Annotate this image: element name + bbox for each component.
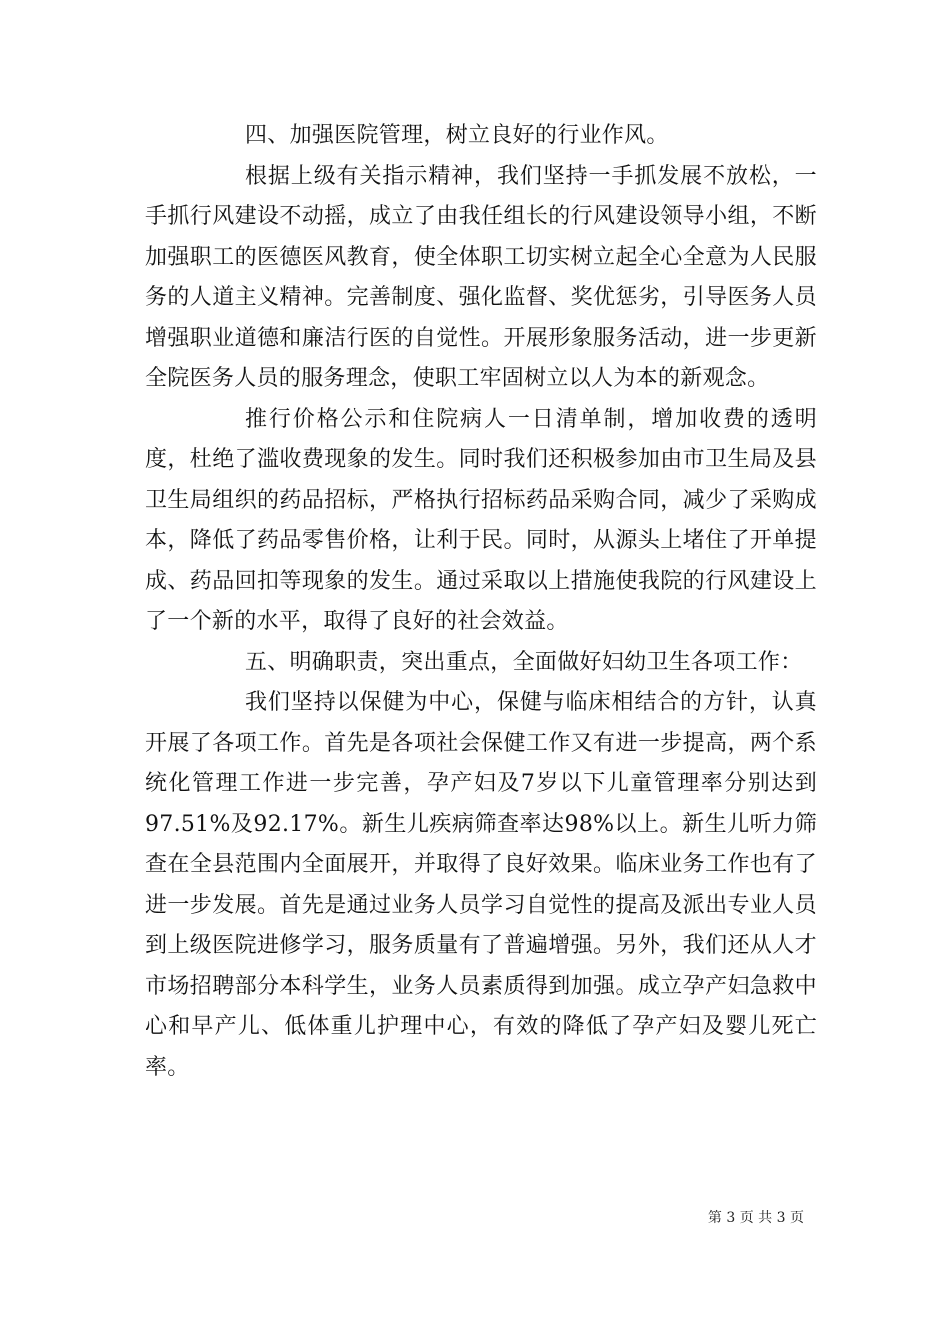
page-number-footer: 第 3 页 共 3 页 — [707, 1210, 804, 1226]
paragraph-price-transparency: 推行价格公示和住院病人一日清单制，增加收费的透明度，杜绝了滥收费现象的发生。同时我们还积极参加由市卫生局及县卫生局组织的药品招标，严格执行招标药品采购合同，减少了采购成本，降低了药品零售价格，让利于民。同时，从源头上堵住了开单提成、药品回扣等现象的发生。通过采取以上措施使我院的行风建设上了一个新的水平，取得了良好的社会效益。 — [145, 406, 817, 634]
paragraph-maternal-child-health: 我们坚持以保健为中心，保健与临床相结合的方针，认真开展了各项工作。首先是各项社会保健工作又有进一步提高，两个系统化管理工作进一步完善，孕产妇及7岁以下儿童管理率分别达到97.51%及92.17%。新生儿疾病筛查率达98%以上。新生儿听力筛查在全县范围内全面展开，并取得了良好效果。临床业务工作也有了进一步发展。首先是通过业务人员学习自觉性的提高及派出专业人员到上级医院进修学习，服务质量有了普遍增强。另外，我们还从人才市场招聘部分本科学生，业务人员素质得到加强。成立孕产妇急救中心和早产儿、低体重儿护理中心，有效的降低了孕产妇及婴儿死亡率。 — [145, 690, 817, 1080]
document-body — [145, 116, 817, 1088]
section-5-heading: 五、明确职责，突出重点，全面做好妇幼卫生各项工作： — [245, 649, 803, 675]
section-4-heading: 四、加强医院管理，树立良好的行业作风。 — [245, 123, 669, 148]
paragraph-conduct-building: 根据上级有关指示精神，我们坚持一手抓发展不放松，一手抓行风建设不动摇，成立了由我任组长的行风建设领导小组，不断加强职工的医德医风教育，使全体职工切实树立起全心全意为人民服务的人道主义精神。完善制度、强化监督、奖优惩劣，引导医务人员增强职业道德和廉洁行医的自觉性。开展形象服务活动，进一步更新全院医务人员的服务理念，使职工牢固树立以人为本的新观念。 — [145, 163, 817, 391]
